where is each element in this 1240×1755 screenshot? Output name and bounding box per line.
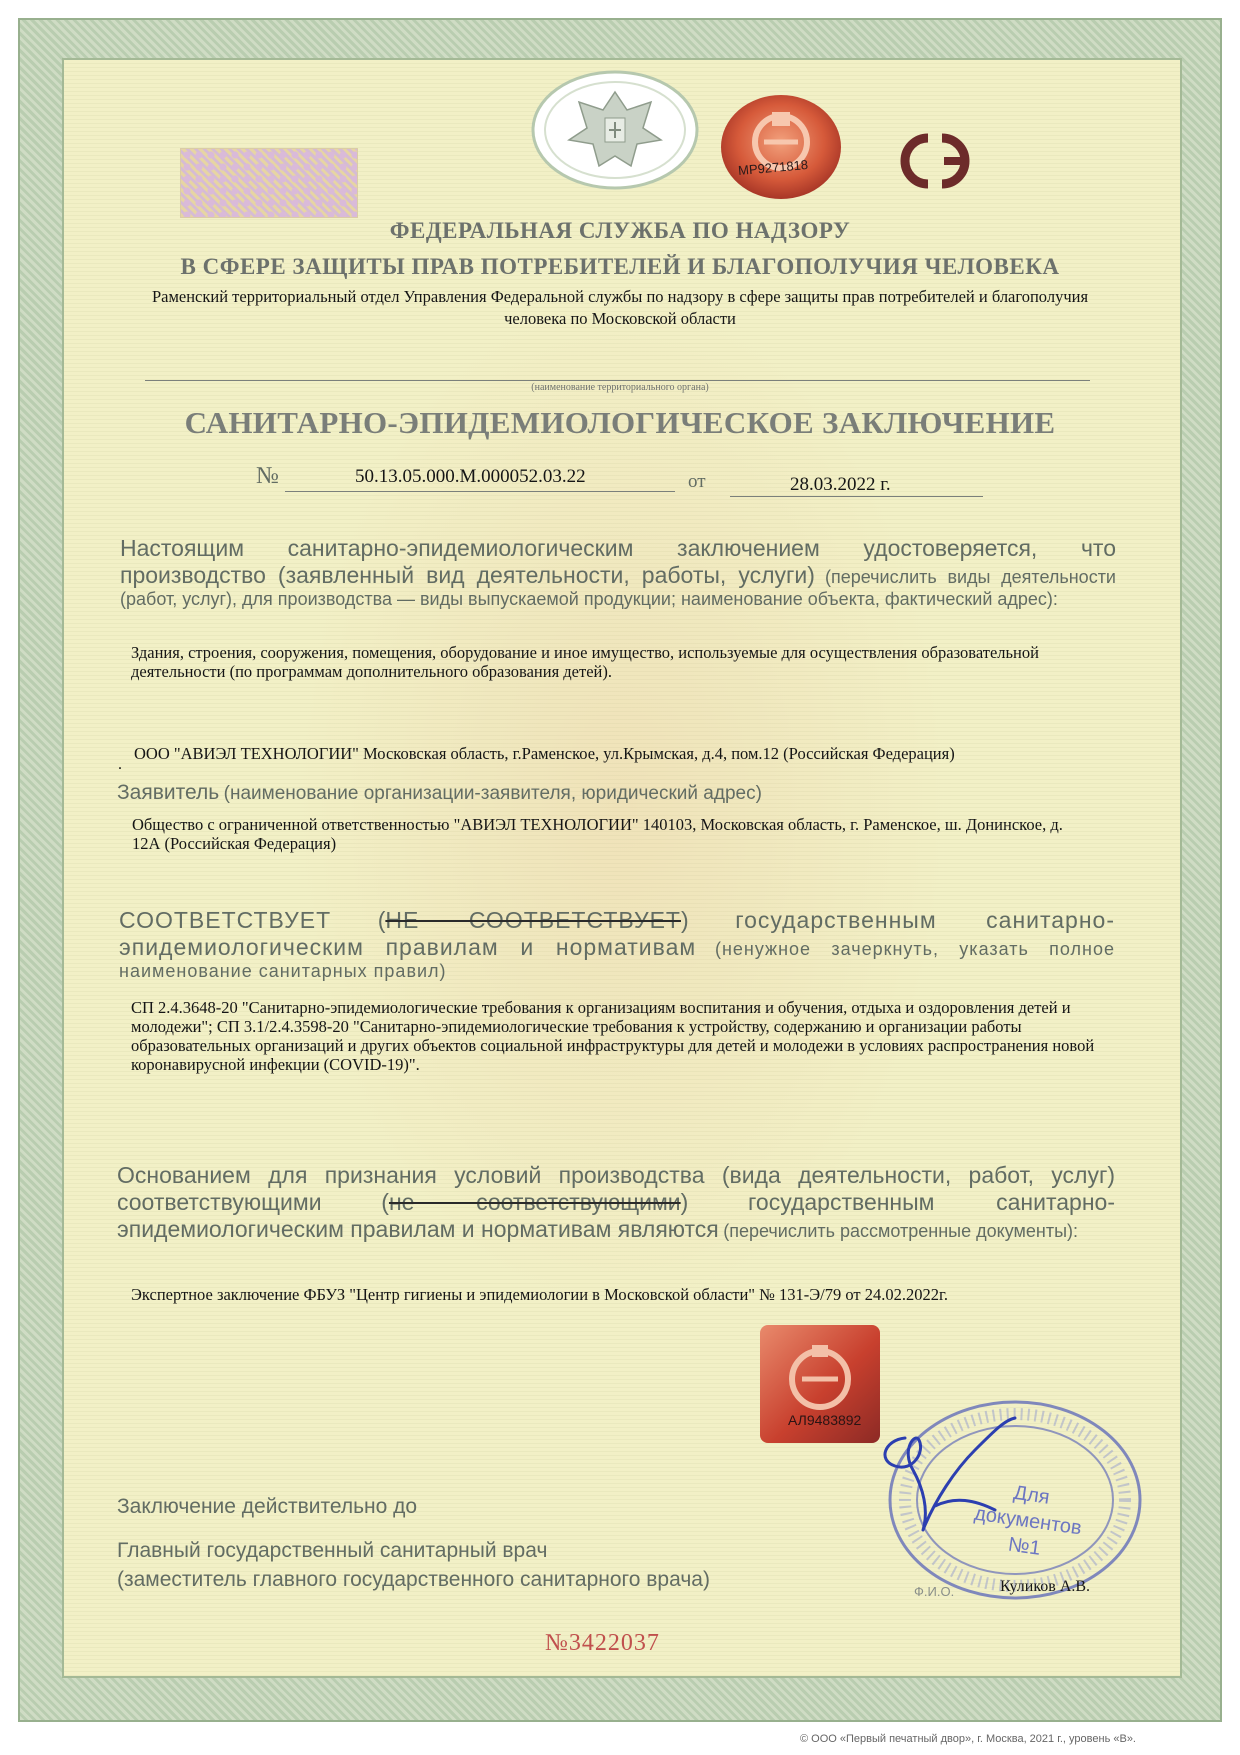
basis-hint: (перечислить рассмотренные документы): — [723, 1221, 1079, 1241]
hologram-seal-top — [716, 92, 846, 202]
security-pattern-block — [180, 148, 358, 218]
applicant-label-line — [117, 781, 762, 805]
object-address: ООО "АВИЭЛ ТЕХНОЛОГИИ" Московская область, г.Раменское, ул.Крымская, д.4, пом.12 (Российская Федерация) — [134, 744, 955, 763]
stamp-text: Для документов №1 — [972, 1481, 1084, 1560]
fio-label: Ф.И.О. — [914, 1584, 955, 1599]
printer-copyright: © ООО «Первый печатный двор», г. Москва, 2021 г., уровень «В». — [800, 1733, 1136, 1745]
valid-until: Заключение действительно до — [117, 1495, 418, 1518]
number-rule — [285, 491, 675, 492]
date-rule — [730, 496, 983, 497]
signature — [865, 1410, 1035, 1560]
expert-conclusion: Экспертное заключение ФБУЗ "Центр гигиены и эпидемиологии в Московской области" № 131-Э/79 от 24.02.2022г. — [131, 1285, 949, 1304]
basis-lead-a: Основанием для признания условий производства (вида деятельности, работ, услуг) соответствующими — [117, 1162, 1115, 1215]
conformity-rest: государственным санитарно-эпидемиологическим правилам и нормативам — [119, 907, 1115, 960]
document-title: САНИТАРНО-ЭПИДЕМИОЛОГИЧЕСКОЕ ЗАКЛЮЧЕНИЕ — [184, 405, 1056, 440]
signatory-name: Куликов А.В. — [1000, 1578, 1091, 1595]
production-lead-text: Настоящим санитарно-эпидемиологическим заключением удостоверяется, что производство (заявленный вид деятельности, работы, услуги) — [120, 535, 1116, 588]
applicant-details: Общество с ограниченной ответственностью "АВИЭЛ ТЕХНОЛОГИИ" 140103, Московская область, г. Раменское, ш. Донинское, д. 12А (Российская Федерация) — [132, 815, 1063, 853]
coat-of-arms-emblem — [531, 70, 699, 190]
document-number: 50.13.05.000.М.000052.03.22 — [355, 466, 586, 487]
not-conforms-struck: НЕ СООТВЕТСТВУЕТ — [385, 907, 681, 933]
agency-title-line2: В СФЕРЕ ЗАЩИТЫ ПРАВ ПОТРЕБИТЕЛЕЙ И БЛАГОПОЛУЧИЯ ЧЕЛОВЕКА — [180, 254, 1060, 279]
form-serial-number: №3422037 — [545, 1630, 660, 1656]
date-prefix: от — [688, 471, 706, 492]
conformity-hint: (ненужное зачеркнуть, указать полное наименование санитарных правил) — [119, 939, 1115, 981]
applicant-hint: (наименование организации-заявителя, юридический адрес) — [223, 783, 762, 804]
basis-struck: не соответствующими — [388, 1189, 681, 1215]
hologram-top-code: MP9271818 — [737, 156, 809, 179]
department-caption: (наименование территориального органа) — [531, 382, 709, 393]
section-conformity: СООТВЕТСТВУЕТ (НЕ СООТВЕТСТВУЕТ) государственным санитарно-эпидемиологическим правилам и нормативам (ненужное зачеркнуть, указать полное наименование санитарных правил) — [119, 907, 1115, 981]
stray-dot: . — [118, 756, 122, 773]
basis-lead-b: государственным санитарно-эпидемиологическим правилам и нормативам являются — [117, 1189, 1115, 1242]
chief-doctor-deputy: (заместитель главного государственного санитарного врача) — [117, 1568, 710, 1591]
chief-doctor-title: Главный государственный санитарный врач — [117, 1539, 548, 1562]
section-basis: Основанием для признания условий производства (вида деятельности, работ, услуг) соответствующими (не соответствующими) государственным санитарно-эпидемиологическим правилам и нормативам являются (перечислить рассмотренные документы): — [117, 1162, 1115, 1242]
se-logo — [884, 128, 990, 194]
conforms-word: СООТВЕТСТВУЕТ — [119, 907, 332, 933]
se-logo-text — [0, 0, 1, 1]
hologram-bottom-code: АЛ9483892 — [788, 1412, 862, 1428]
production-hint: (перечислить виды деятельности (работ, услуг), для производства — виды выпускаемой продукции; наименование объекта, фактический адрес): — [120, 567, 1116, 609]
activity-description: Здания, строения, сооружения, помещения, оборудование и иное имущество, используемые для осуществления образовательной деятельности (по программам дополнительного образования детей). — [131, 643, 1039, 681]
document-date: 28.03.2022 г. — [790, 474, 891, 495]
territorial-department: Раменский территориальный отдел Управления Федеральной службы по надзору в сфере защиты прав потребителей и благополучия человека по Московской области — [151, 287, 1089, 328]
applicant-label: Заявитель — [117, 781, 220, 804]
number-sign: № — [256, 463, 279, 489]
section-production-lead — [120, 535, 1116, 610]
sanitary-rules: СП 2.4.3648-20 "Санитарно-эпидемиологические требования к организациям воспитания и обучения, отдыха и оздоровления детей и молодежи"; СП 3.1/2.4.3598-20 "Санитарно-эпидемиологические требования к устройству, содержанию и организации работы образовательных организаций и других объектов социальной инфраструктуры для детей и молодежи в условиях распространения новой коронавирусной инфекции (COVID-19)". — [131, 998, 1095, 1074]
agency-title-line1: ФЕДЕРАЛЬНАЯ СЛУЖБА ПО НАДЗОРУ — [389, 218, 851, 243]
department-rule — [145, 380, 1090, 381]
